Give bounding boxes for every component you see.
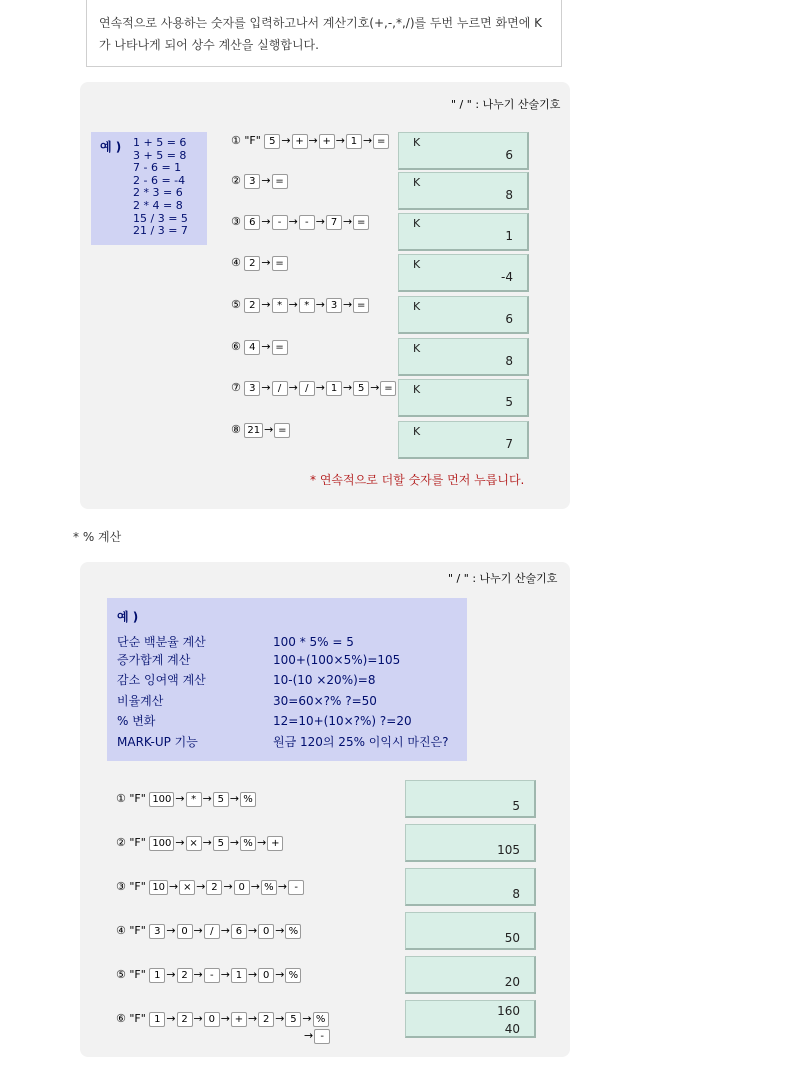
constant-k-indicator: K (413, 300, 421, 313)
arrow-icon: → (196, 880, 206, 893)
arrow-icon: → (261, 174, 271, 187)
example-name: 감소 잉여액 계산 (117, 673, 206, 687)
percent-step-3 (116, 879, 304, 895)
percent-example-box (107, 598, 467, 761)
arrow-icon: → (261, 215, 271, 228)
percent-example-row (117, 691, 467, 711)
calculator-key: - (314, 1029, 330, 1044)
constant-k-indicator: K (413, 217, 421, 230)
example-formula: 30=60×?% ?=50 (273, 694, 377, 708)
calculator-key: 5 (285, 1012, 301, 1027)
calculator-key: = (272, 174, 288, 189)
step-number: ③ (231, 215, 245, 228)
calculator-key: 0 (204, 1012, 220, 1027)
calculator-key: 6 (244, 215, 260, 230)
result-display (405, 1000, 536, 1038)
calculator-key: 2 (244, 256, 260, 271)
calculator-key: 100 (149, 792, 174, 807)
calculator-key: - (288, 880, 304, 895)
calculator-key: % (313, 1012, 329, 1027)
calculator-key: * (272, 298, 288, 313)
step-number: ⑦ (231, 381, 245, 394)
constant-note: * 연속적으로 더할 숫자를 먼저 누릅니다. (310, 473, 525, 487)
calculator-key: / (272, 381, 288, 396)
calculator-key: - (204, 968, 220, 983)
calculator-key: 2 (177, 968, 193, 983)
notice-box (86, 0, 562, 67)
constant-step-8 (231, 422, 290, 438)
step-prefix: "F" (129, 836, 150, 849)
constant-step-6 (231, 339, 288, 355)
calculator-key: + (292, 134, 308, 149)
example-label: 예 ) (100, 140, 122, 154)
arrow-icon: → (169, 880, 179, 893)
arrow-icon: → (261, 381, 271, 394)
step-prefix: "F" (129, 924, 150, 937)
result-display (398, 296, 529, 334)
calculator-key: × (186, 836, 202, 851)
constant-k-indicator: K (413, 383, 421, 396)
calculator-key: = (272, 256, 288, 271)
arrow-icon: → (220, 924, 230, 937)
display-value: 5 (512, 799, 520, 813)
step-prefix: "F" (129, 792, 150, 805)
calculator-key: 6 (231, 924, 247, 939)
arrow-icon: → (223, 880, 233, 893)
divide-legend: " / " : 나누기 산술기호 (451, 98, 561, 111)
calculator-key: + (267, 836, 283, 851)
arrow-icon: → (275, 968, 285, 981)
calculator-key: 0 (258, 968, 274, 983)
constant-k-indicator: K (413, 425, 421, 438)
step-number: ⑧ (231, 423, 245, 436)
display-value: 7 (505, 437, 513, 451)
constant-step-4 (231, 255, 288, 271)
percent-example-row (117, 650, 467, 670)
arrow-icon: → (335, 134, 345, 147)
calculator-key: = (373, 134, 389, 149)
step-number: ② (116, 836, 130, 849)
display-value: 1 (505, 229, 513, 243)
display-value: 8 (512, 887, 520, 901)
calculator-key: % (261, 880, 277, 895)
arrow-icon: → (275, 924, 285, 937)
arrow-icon: → (343, 215, 353, 228)
display-value: -4 (501, 270, 513, 284)
display-value: 6 (505, 312, 513, 326)
arrow-icon: → (315, 381, 326, 394)
arrow-icon: → (220, 968, 230, 981)
calculator-key: 5 (213, 836, 229, 851)
calculator-key: 3 (149, 924, 165, 939)
example-lines: 1 + 5 = 6 3 + 5 = 8 7 - 6 = 1 2 - 6 = -4 2 * 3 = 6 2 * 4 = 8 15 / 3 = 5 21 / 3 = 7 (133, 136, 188, 238)
constant-step-7 (231, 380, 396, 396)
divide-legend-2: " / " : 나누기 산술기호 (448, 572, 558, 585)
arrow-icon: → (288, 381, 298, 394)
display-value: 20 (504, 975, 520, 989)
percent-step-4 (116, 923, 301, 939)
result-display (398, 172, 529, 210)
step-number: ② (231, 174, 245, 187)
constant-step-5 (231, 297, 369, 313)
calculator-key: - (272, 215, 288, 230)
arrow-icon: → (166, 924, 176, 937)
arrow-icon: → (229, 792, 240, 805)
result-display (405, 912, 536, 950)
display-value: 8 (505, 354, 513, 368)
calculator-key: % (285, 968, 301, 983)
step-number: ① (116, 792, 130, 805)
calculator-key: = (272, 340, 288, 355)
example-formula: 12=10+(10×?%) ?=20 (273, 714, 412, 728)
percent-example-row (117, 711, 467, 731)
arrow-icon: → (202, 836, 212, 849)
calculator-key: 3 (244, 381, 260, 396)
calculator-key: = (353, 298, 369, 313)
calculator-key: 1 (231, 968, 247, 983)
calculator-key: + (319, 134, 335, 149)
result-display (398, 421, 529, 459)
arrow-icon: → (308, 134, 318, 147)
result-display (405, 956, 536, 994)
calculator-key: * (186, 792, 202, 807)
arrow-icon: → (288, 298, 298, 311)
example-formula: 10-(10 ×20%)=8 (273, 673, 376, 687)
calculator-key: / (204, 924, 220, 939)
arrow-icon: → (281, 134, 291, 147)
arrow-icon: → (250, 880, 260, 893)
step-prefix: "F" (129, 1012, 150, 1025)
constant-k-indicator: K (413, 136, 421, 149)
calculator-key: 5 (213, 792, 229, 807)
percent-example-row (117, 632, 467, 652)
display-value: 40 (504, 1022, 520, 1036)
calculator-key: 7 (326, 215, 342, 230)
arrow-icon: → (343, 381, 353, 394)
arrow-icon: → (288, 215, 298, 228)
result-display (405, 824, 536, 862)
arrow-icon: → (302, 1012, 312, 1025)
result-display (398, 379, 529, 417)
calculator-key: = (274, 423, 290, 438)
calculator-key: = (380, 381, 396, 396)
arrow-icon: → (304, 1029, 314, 1042)
notice-text: 연속적으로 사용하는 숫자를 입력하고나서 계산기호(+,-,*,/)를 두번 누르면 화면에 K가 나타나게 되어 상수 계산을 실행합니다. (99, 16, 542, 52)
calculator-key: 5 (353, 381, 369, 396)
calculator-key: 2 (177, 1012, 193, 1027)
arrow-icon: → (166, 968, 176, 981)
arrow-icon: → (257, 836, 267, 849)
example-name: 증가합계 계산 (117, 653, 191, 667)
percent-step-continuation (303, 1028, 330, 1044)
example-formula: 원금 120의 25% 이익시 마진은? (273, 735, 449, 749)
step-prefix: "F" (129, 968, 150, 981)
arrow-icon: → (193, 968, 203, 981)
constant-k-indicator: K (413, 342, 421, 355)
calculator-key: - (299, 215, 315, 230)
calculator-key: 1 (346, 134, 362, 149)
result-display (405, 780, 536, 818)
arrow-icon: → (166, 1012, 176, 1025)
arrow-icon: → (202, 792, 212, 805)
arrow-icon: → (264, 423, 274, 436)
example-name: % 변화 (117, 714, 156, 728)
display-value: 50 (504, 931, 520, 945)
calculator-key: % (285, 924, 301, 939)
display-value: 5 (505, 395, 513, 409)
example-box (91, 132, 207, 245)
step-number: ⑤ (231, 298, 245, 311)
constant-step-3 (231, 214, 369, 230)
calculator-key: 2 (244, 298, 260, 313)
percent-example-row (117, 732, 467, 752)
arrow-icon: → (247, 1012, 258, 1025)
step-number: ④ (116, 924, 130, 937)
example-name: 단순 백분율 계산 (117, 635, 206, 649)
arrow-icon: → (315, 215, 326, 228)
display-value: 8 (505, 188, 513, 202)
calculator-key: * (299, 298, 315, 313)
calculator-key: + (231, 1012, 247, 1027)
calculator-key: 2 (206, 880, 222, 895)
example-name: MARK-UP 기능 (117, 735, 198, 749)
calculator-key: 0 (177, 924, 193, 939)
arrow-icon: → (247, 968, 258, 981)
calculator-key: 1 (149, 1012, 165, 1027)
calculator-key: % (240, 792, 256, 807)
calculator-key: 1 (326, 381, 342, 396)
constant-k-indicator: K (413, 176, 421, 189)
step-number: ③ (116, 880, 130, 893)
arrow-icon: → (229, 836, 240, 849)
step-number: ① (231, 134, 245, 147)
display-value: 160 (497, 1004, 520, 1018)
step-prefix: "F" (129, 880, 150, 893)
arrow-icon: → (247, 924, 258, 937)
result-display (405, 868, 536, 906)
step-number: ⑤ (116, 968, 130, 981)
arrow-icon: → (193, 924, 203, 937)
calculator-key: 3 (326, 298, 342, 313)
step-number: ⑥ (231, 340, 245, 353)
step-number: ⑥ (116, 1012, 130, 1025)
calculator-key: 5 (264, 134, 280, 149)
constant-k-indicator: K (413, 258, 421, 271)
calculator-key: 4 (244, 340, 260, 355)
constant-step-1 (231, 133, 389, 149)
example-formula: 100+(100×5%)=105 (273, 653, 401, 667)
arrow-icon: → (362, 134, 373, 147)
percent-example-label: 예 ) (117, 610, 139, 624)
arrow-icon: → (261, 298, 271, 311)
result-display (398, 338, 529, 376)
arrow-icon: → (315, 298, 326, 311)
arrow-icon: → (193, 1012, 203, 1025)
arrow-icon: → (175, 792, 185, 805)
arrow-icon: → (261, 340, 271, 353)
calculator-key: 1 (149, 968, 165, 983)
arrow-icon: → (370, 381, 380, 394)
calculator-key: 2 (258, 1012, 274, 1027)
result-display (398, 254, 529, 292)
result-display (398, 213, 529, 251)
calculator-key: 100 (149, 836, 174, 851)
arrow-icon: → (277, 880, 288, 893)
example-name: 비율계산 (117, 694, 164, 708)
calculator-key: 0 (258, 924, 274, 939)
arrow-icon: → (175, 836, 185, 849)
calculator-key: / (299, 381, 315, 396)
calculator-key: × (179, 880, 195, 895)
percent-step-6 (116, 1011, 329, 1027)
display-value: 105 (497, 843, 520, 857)
example-formula: 100 * 5% = 5 (273, 635, 354, 649)
percent-step-1 (116, 791, 256, 807)
percent-step-5 (116, 967, 301, 983)
calculator-key: 0 (234, 880, 250, 895)
display-value: 6 (505, 148, 513, 162)
percent-heading: * % 계산 (73, 530, 122, 544)
calculator-key: % (240, 836, 256, 851)
step-prefix: "F" (244, 134, 265, 147)
arrow-icon: → (343, 298, 353, 311)
calculator-key: 10 (149, 880, 168, 895)
percent-example-row (117, 670, 467, 690)
result-display (398, 132, 529, 170)
calculator-key: 21 (244, 423, 263, 438)
arrow-icon: → (275, 1012, 285, 1025)
constant-step-2 (231, 173, 288, 189)
calculator-key: 3 (244, 174, 260, 189)
percent-step-2 (116, 835, 283, 851)
arrow-icon: → (261, 256, 271, 269)
arrow-icon: → (220, 1012, 230, 1025)
calculator-key: = (353, 215, 369, 230)
step-number: ④ (231, 256, 245, 269)
